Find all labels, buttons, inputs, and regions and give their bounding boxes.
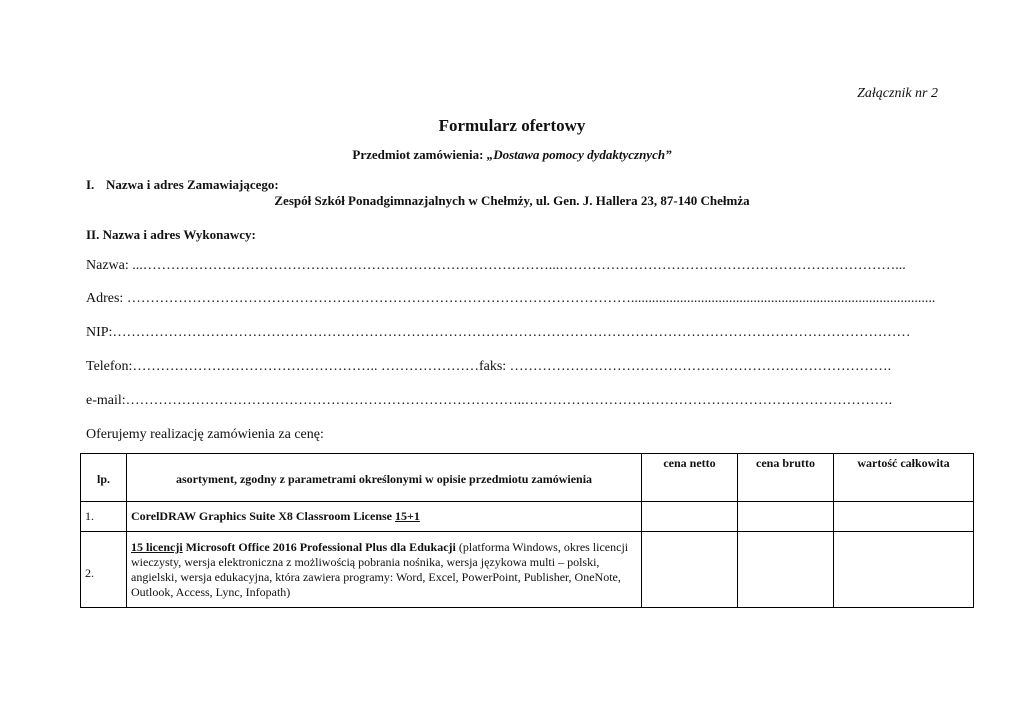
contractor-phone-fax-field[interactable]: Telefon:…………………………………………….. …………………faks: ………………………………………………………………………. (86, 359, 892, 374)
row-lp: 2. (81, 532, 127, 608)
net-price-cell[interactable] (642, 502, 738, 532)
offer-statement: Oferujemy realizację zamówienia za cenę: (86, 427, 324, 442)
contractor-address-field[interactable]: Adres: ………………………………………………………………………………………………....................................................................................... (86, 291, 936, 306)
contractor-nip-field[interactable]: NIP:……………………………………………………………………………………………………………………………………………………… (86, 325, 911, 340)
section-contractor-heading: II. Nazwa i adres Wykonawcy: (86, 227, 256, 242)
price-table (80, 453, 974, 608)
section-orderer-heading (86, 177, 279, 193)
header-gross-price: cena brutto (738, 454, 834, 502)
product-quantity: 15 licencji (131, 539, 183, 554)
table-row (81, 502, 974, 532)
table-header-row (81, 454, 974, 502)
header-description: asortyment, zgodny z parametrami określonymi w opisie przedmiotu zamówienia (127, 454, 642, 502)
table-row (81, 532, 974, 608)
header-net-price: cena netto (642, 454, 738, 502)
row-description (127, 532, 642, 608)
order-subject-label: Przedmiot zamówienia: (352, 147, 484, 162)
gross-price-cell[interactable] (738, 532, 834, 608)
product-details: (platforma Windows, okres licencji wieczysty, wersja elektroniczna z możliwością pobrania nośnika, wersja językowa multi – polski, angielski, wersja edukacyjna, która zawiera programy: Word, Excel, PowerPoint, Publisher, OneNote, Outlook, Access, Lync, Infopath) (131, 539, 629, 599)
contractor-email-field[interactable]: e-mail:…………………………………………………………………………..……………………………………………………………………. (86, 393, 893, 408)
section-heading: Nazwa i adres Zamawiającego: (106, 177, 279, 192)
row-description (127, 502, 642, 532)
order-subject (0, 147, 1024, 163)
gross-price-cell[interactable] (738, 502, 834, 532)
orderer-name-address: Zespół Szkół Ponadgimnazjalnych w Chełmży, ul. Gen. J. Hallera 23, 87-140 Chełmża (274, 193, 750, 208)
contractor-name-field[interactable]: Nazwa: ...……………………………………………………………………………...………………………………………………………………... (86, 258, 906, 273)
order-subject-value: „Dostawa pomocy dydaktycznych” (486, 147, 672, 162)
product-quantity: 15+1 (395, 509, 420, 523)
net-price-cell[interactable] (642, 532, 738, 608)
product-name: Microsoft Office 2016 Professional Plus dla Edukacji (185, 539, 456, 554)
total-value-cell[interactable] (834, 502, 974, 532)
row-lp: 1. (81, 502, 127, 532)
annex-label: Załącznik nr 2 (857, 86, 938, 101)
section-number: I. (86, 177, 95, 192)
header-total-value: wartość całkowita (834, 454, 974, 502)
form-title: Formularz ofertowy (438, 116, 586, 135)
header-lp: lp. (81, 454, 127, 502)
product-name: CorelDRAW Graphics Suite X8 Classroom License (131, 509, 392, 523)
total-value-cell[interactable] (834, 532, 974, 608)
